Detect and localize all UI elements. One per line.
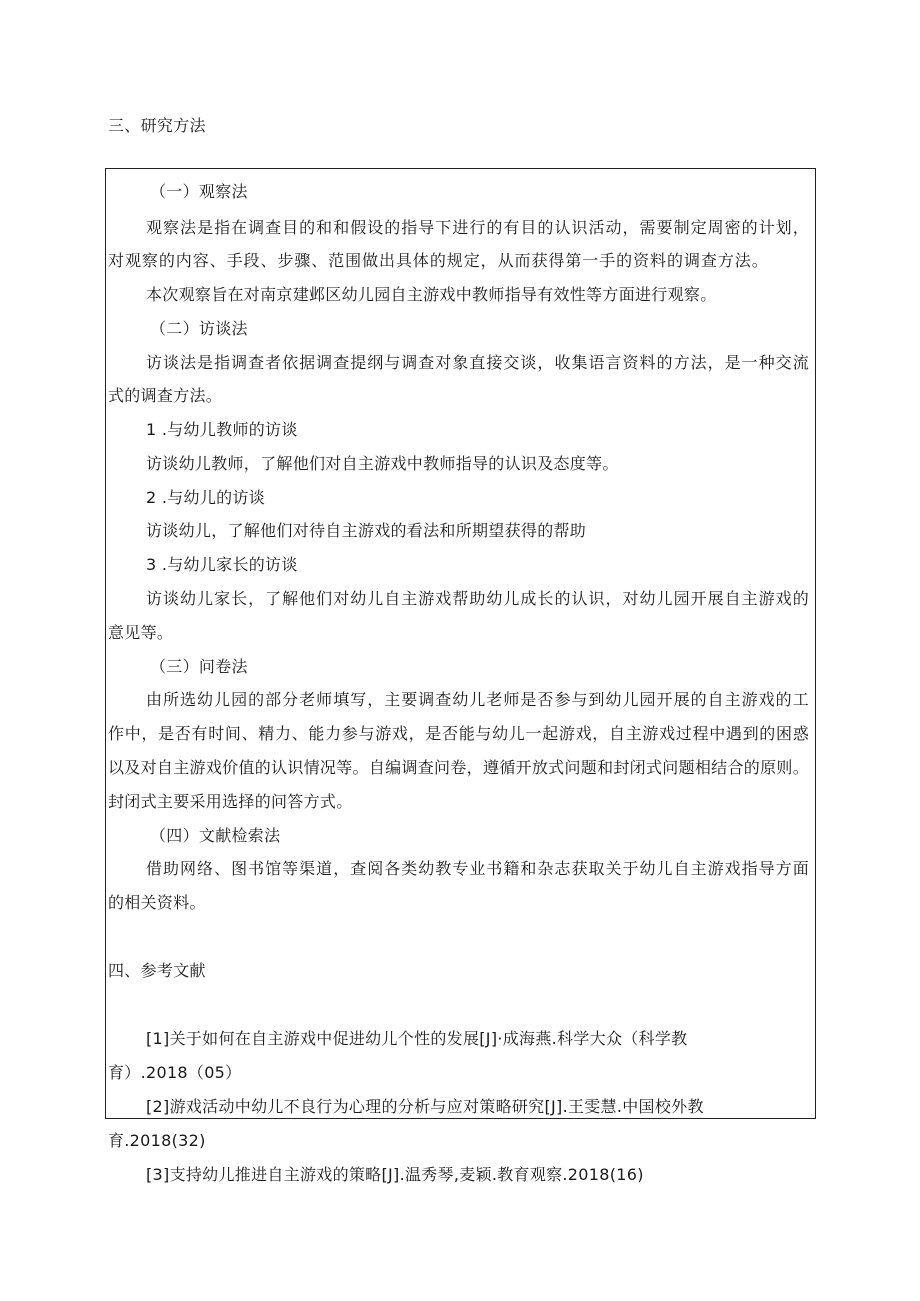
sub2-para1-line1: 访谈法是指调查者依据调查提纲与调查对象直接交谈，收集语言资料的方法，是一种交流 xyxy=(146,353,809,372)
content-table-cell xyxy=(105,168,816,1119)
sub2-item3-title: 3 .与幼儿家长的访谈 xyxy=(146,555,298,574)
sub3-line2: 作中，是否有时间、精力、能力参与游戏，是否能与幼儿一起游戏，自主游戏过程中遇到的困惑 xyxy=(108,724,809,743)
sub2-item3-text-line2: 意见等。 xyxy=(108,623,174,642)
sub3-line4: 封闭式主要采用选择的问答方式。 xyxy=(108,792,353,811)
ref2-line1: [2]游戏活动中幼儿不良行为心理的分析与应对策略研究[J].王雯慧.中国校外教 xyxy=(146,1097,704,1116)
sub2-item1-title: 1 .与幼儿教师的访谈 xyxy=(146,420,298,439)
sub2-item2-title: 2 .与幼儿的访谈 xyxy=(146,488,266,507)
sub4-line1: 借助网络、图书馆等渠道，查阅各类幼教专业书籍和杂志获取关于幼儿自主游戏指导方面 xyxy=(146,859,809,878)
ref3: [3]支持幼儿推进自主游戏的策略[J].温秀琴,麦颖.教育观察.2018(16) xyxy=(146,1165,644,1184)
sub2-item3-text-line1: 访谈幼儿家长，了解他们对幼儿自主游戏帮助幼儿成长的认识，对幼儿园开展自主游戏的 xyxy=(146,589,809,608)
sub1-para2: 本次观察旨在对南京建邺区幼儿园自主游戏中教师指导有效性等方面进行观察。 xyxy=(146,285,717,304)
ref1-line2: 育）.2018（05） xyxy=(108,1063,242,1082)
sub1-para1-line1: 观察法是指在调查目的和和假设的指导下进行的有目的认识活动，需要制定周密的计划， xyxy=(146,218,809,237)
sub4-line2: 的相关资料。 xyxy=(108,893,206,912)
sub3-title: （三）问卷法 xyxy=(150,657,248,676)
sub1-title: （一）观察法 xyxy=(150,182,248,201)
sub3-line3: 以及对自主游戏价值的认识情况等。自编调查问卷，遵循开放式问题和封闭式问题相结合的原则。 xyxy=(108,758,809,777)
sub2-item1-text: 访谈幼儿教师，了解他们对自主游戏中教师指导的认识及态度等。 xyxy=(146,454,619,473)
sub3-line1: 由所选幼儿园的部分老师填写，主要调查幼儿老师是否参与到幼儿园开展的自主游戏的工 xyxy=(146,690,809,709)
sub1-para1-line2: 对观察的内容、手段、步骤、范围做出具体的规定，从而获得第一手的资料的调查方法。 xyxy=(108,251,768,270)
ref1-line1: [1]关于如何在自主游戏中促进幼儿个性的发展[J]·成海燕.科学大众（科学教 xyxy=(146,1029,688,1048)
section3-heading: 三、研究方法 xyxy=(108,116,206,135)
ref2-line2: 育.2018(32) xyxy=(108,1131,206,1150)
section4-heading: 四、参考文献 xyxy=(108,961,206,980)
sub2-para1-line2: 式的调查方法。 xyxy=(108,386,223,405)
sub4-title: （四）文献检索法 xyxy=(150,826,281,845)
sub2-title: （二）访谈法 xyxy=(150,319,248,338)
sub2-item2-text: 访谈幼儿，了解他们对待自主游戏的看法和所期望获得的帮助 xyxy=(146,521,587,540)
